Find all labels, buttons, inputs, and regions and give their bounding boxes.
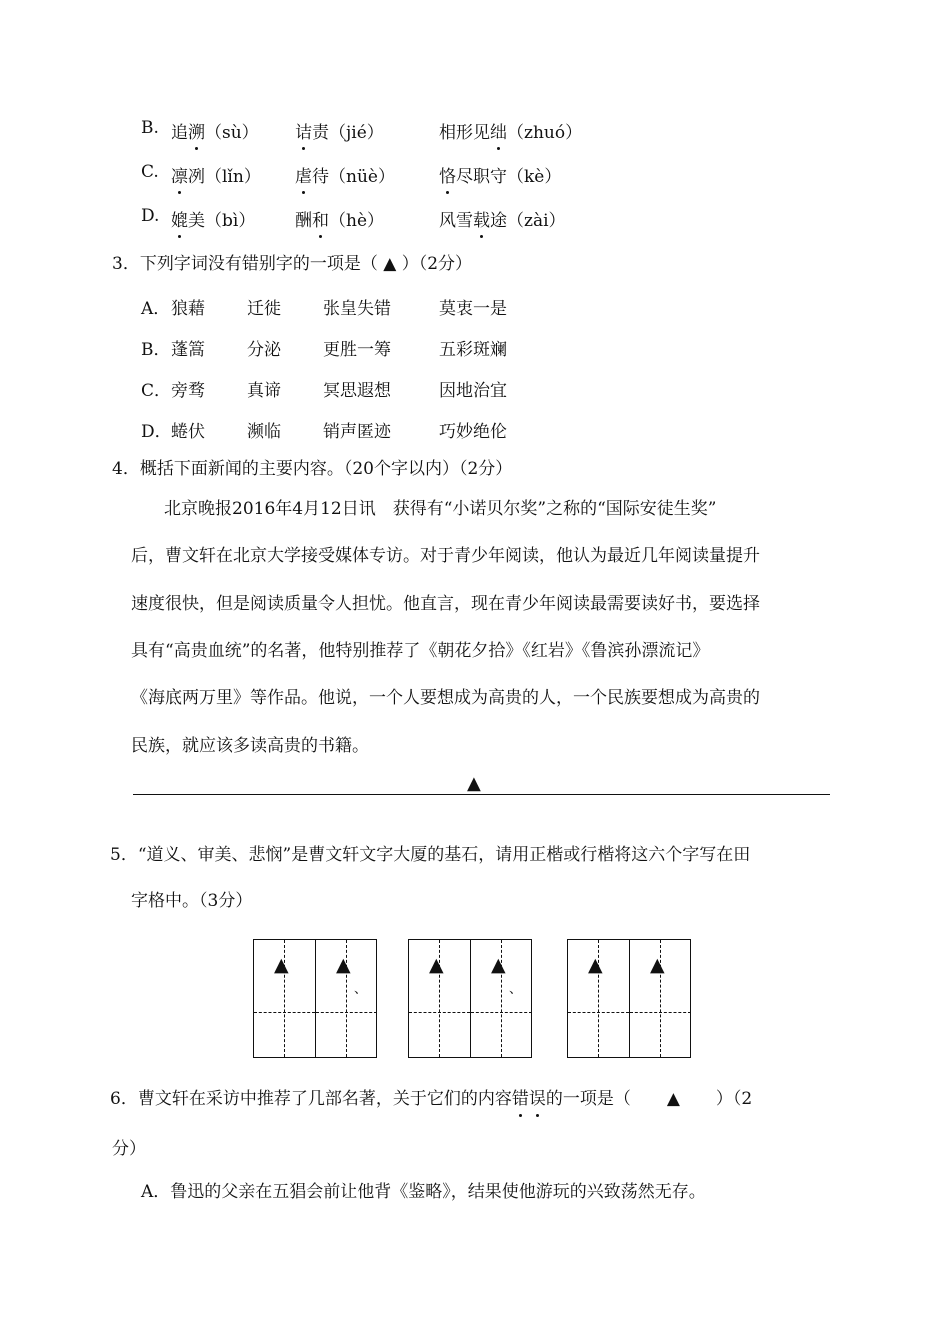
option-item: 因地治宜 [439, 381, 507, 401]
option-label: D． [141, 422, 172, 442]
q6-emph-1: 错 [511, 1089, 529, 1109]
q5-stem-line1: 5．“道义、审美、悲悯”是曹文轩文字大厦的基石，请用正楷或行楷将这六个字写在田 [110, 845, 751, 865]
tianzige-cell[interactable] [630, 940, 691, 1057]
q4-stem: 4．概括下面新闻的主要内容。（20个字以内）（2分） [112, 459, 513, 479]
separator: 、 [354, 982, 368, 997]
answer-triangle-icon: ▲ [467, 773, 481, 794]
q2-option-c-word2: 虐待（nüè） [295, 162, 395, 187]
news-line: 《海底两万里》等作品。他说，一个人要想成为高贵的人，一个民族要想成为高贵的 [131, 688, 760, 708]
option-item: 巧妙绝伦 [439, 422, 507, 442]
q6-stem-line1 [110, 1088, 752, 1110]
tianzige-pair-1[interactable] [253, 939, 377, 1058]
q2-option-b-label: B. [141, 118, 159, 138]
q6-emph-2: 误 [528, 1089, 546, 1109]
option-item: 五彩斑斓 [439, 340, 507, 360]
tianzige-cell[interactable] [254, 940, 315, 1057]
q6-stem-line2: 分） [112, 1139, 146, 1159]
tianzige-cell[interactable] [409, 940, 470, 1057]
tianzige-pair-2[interactable] [408, 939, 532, 1058]
option-item: 莫衷一是 [439, 299, 507, 319]
q6-stem-text-3: ）（2 [715, 1089, 753, 1109]
tianzige-pair-3[interactable] [567, 939, 691, 1058]
option-item: 蜷伏 [171, 422, 205, 442]
q2-option-c-word1: 凛冽（lǐn） [171, 162, 261, 187]
option-item: 冥思遐想 [323, 381, 391, 401]
option-item: 蓬篙 [171, 340, 205, 360]
q2-option-b-word1: 追溯（sù） [171, 118, 259, 143]
q2-option-c-label: C. [141, 162, 159, 182]
triangle-icon: ▲ [429, 954, 444, 976]
option-item: 旁骛 [171, 381, 205, 401]
separator: 、 [509, 982, 523, 997]
option-item: 狼藉 [171, 299, 205, 319]
option-label: B． [141, 340, 171, 360]
option-item: 分泌 [247, 340, 281, 360]
news-line: 具有“高贵血统”的名著，他特别推荐了《朝花夕拾》《红岩》《鲁滨孙漂流记》 [131, 641, 710, 661]
q3-stem: 3．下列字词没有错别字的一项是（ ▲ ）（2分） [112, 254, 473, 274]
option-item: 张皇失错 [323, 299, 391, 319]
option-item: 濒临 [247, 422, 281, 442]
q2-option-b-word3: 相形见绌（zhuó） [439, 118, 582, 143]
triangle-icon: ▲ [336, 954, 351, 976]
option-item: 销声匿迹 [323, 422, 391, 442]
news-line: 后，曹文轩在北京大学接受媒体专访。对于青少年阅读，他认为最近几年阅读量提升 [131, 546, 760, 566]
news-line: 北京晚报2016年4月12日讯 获得有“小诺贝尔奖”之称的“国际安徒生奖” [164, 499, 717, 519]
q2-option-c-word3: 恪尽职守（kè） [439, 162, 561, 187]
triangle-icon: ▲ [491, 954, 506, 976]
option-item: 真谛 [247, 381, 281, 401]
q5-stem-line2: 字格中。（3分） [131, 891, 253, 911]
triangle-icon: ▲ [650, 954, 665, 976]
tianzige-cell[interactable] [316, 940, 377, 1057]
q2-option-d-word3: 风雪载途（zài） [439, 206, 566, 231]
triangle-icon: ▲ [666, 1089, 680, 1109]
q2-option-d-word1: 媲美（bì） [171, 206, 255, 231]
option-item: 更胜一筹 [323, 340, 391, 360]
option-label: C． [141, 381, 172, 401]
news-line: 民族，就应该多读高贵的书籍。 [131, 736, 369, 756]
option-label: A． [141, 299, 171, 319]
option-item: 迁徙 [247, 299, 281, 319]
tianzige-cell[interactable] [471, 940, 532, 1057]
triangle-icon: ▲ [274, 954, 289, 976]
q6-stem-text: 6．曹文轩在采访中推荐了几部名著，关于它们的内容 [110, 1089, 512, 1109]
q6-option-a: A．鲁迅的父亲在五猖会前让他背《鉴略》，结果使他游玩的兴致荡然无存。 [141, 1182, 706, 1202]
answer-line[interactable] [133, 794, 830, 795]
q6-stem-text-2: 的一项是（ [545, 1089, 631, 1109]
news-line: 速度很快，但是阅读质量令人担忧。他直言，现在青少年阅读最需要读好书，要选择 [131, 594, 760, 614]
q2-option-d-label: D. [141, 206, 160, 226]
q2-option-b-word2: 诘责（jié） [295, 118, 384, 143]
q2-option-d-word2: 酬和（hè） [295, 206, 384, 231]
tianzige-cell[interactable] [568, 940, 629, 1057]
triangle-icon: ▲ [588, 954, 603, 976]
